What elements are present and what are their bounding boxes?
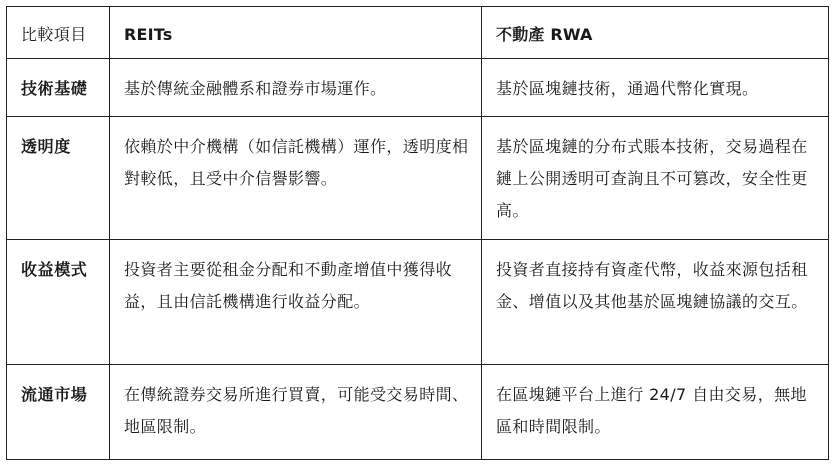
- comparison-table: [6, 6, 829, 460]
- row-label: 收益模式: [7, 240, 110, 365]
- header-cell-criteria: 比較項目: [7, 7, 110, 59]
- reits-cell: 投資者主要從租金分配和不動產增值中獲得收益，且由信託機構進行收益分配。: [110, 240, 482, 365]
- reits-cell: 基於傳統金融體系和證券市場運作。: [110, 59, 482, 117]
- row-label: 透明度: [7, 117, 110, 240]
- row-label: 流通市場: [7, 365, 110, 460]
- rwa-cell: 基於區塊鏈的分布式賬本技術，交易過程在鏈上公開透明可查詢且不可篡改，安全性更高。: [482, 117, 829, 240]
- reits-cell: 在傳統證券交易所進行買賣，可能受交易時間、地區限制。: [110, 365, 482, 460]
- table-row-transparency: [7, 117, 829, 240]
- table-row-secondary-market: [7, 365, 829, 460]
- row-label: 技術基礎: [7, 59, 110, 117]
- table-row-revenue-model: [7, 240, 829, 365]
- rwa-cell: 在區塊鏈平台上進行 24/7 自由交易，無地區和時間限制。: [482, 365, 829, 460]
- header-cell-rwa: 不動產 RWA: [482, 7, 829, 59]
- reits-cell: 依賴於中介機構（如信託機構）運作，透明度相對較低，且受中介信譽影響。: [110, 117, 482, 240]
- table-header-row: [7, 7, 829, 59]
- rwa-cell: 投資者直接持有資產代幣，收益來源包括租金、增值以及其他基於區塊鏈協議的交互。: [482, 240, 829, 365]
- rwa-cell: 基於區塊鏈技術，通過代幣化實現。: [482, 59, 829, 117]
- table-row-tech-basis: [7, 59, 829, 117]
- header-cell-reits: REITs: [110, 7, 482, 59]
